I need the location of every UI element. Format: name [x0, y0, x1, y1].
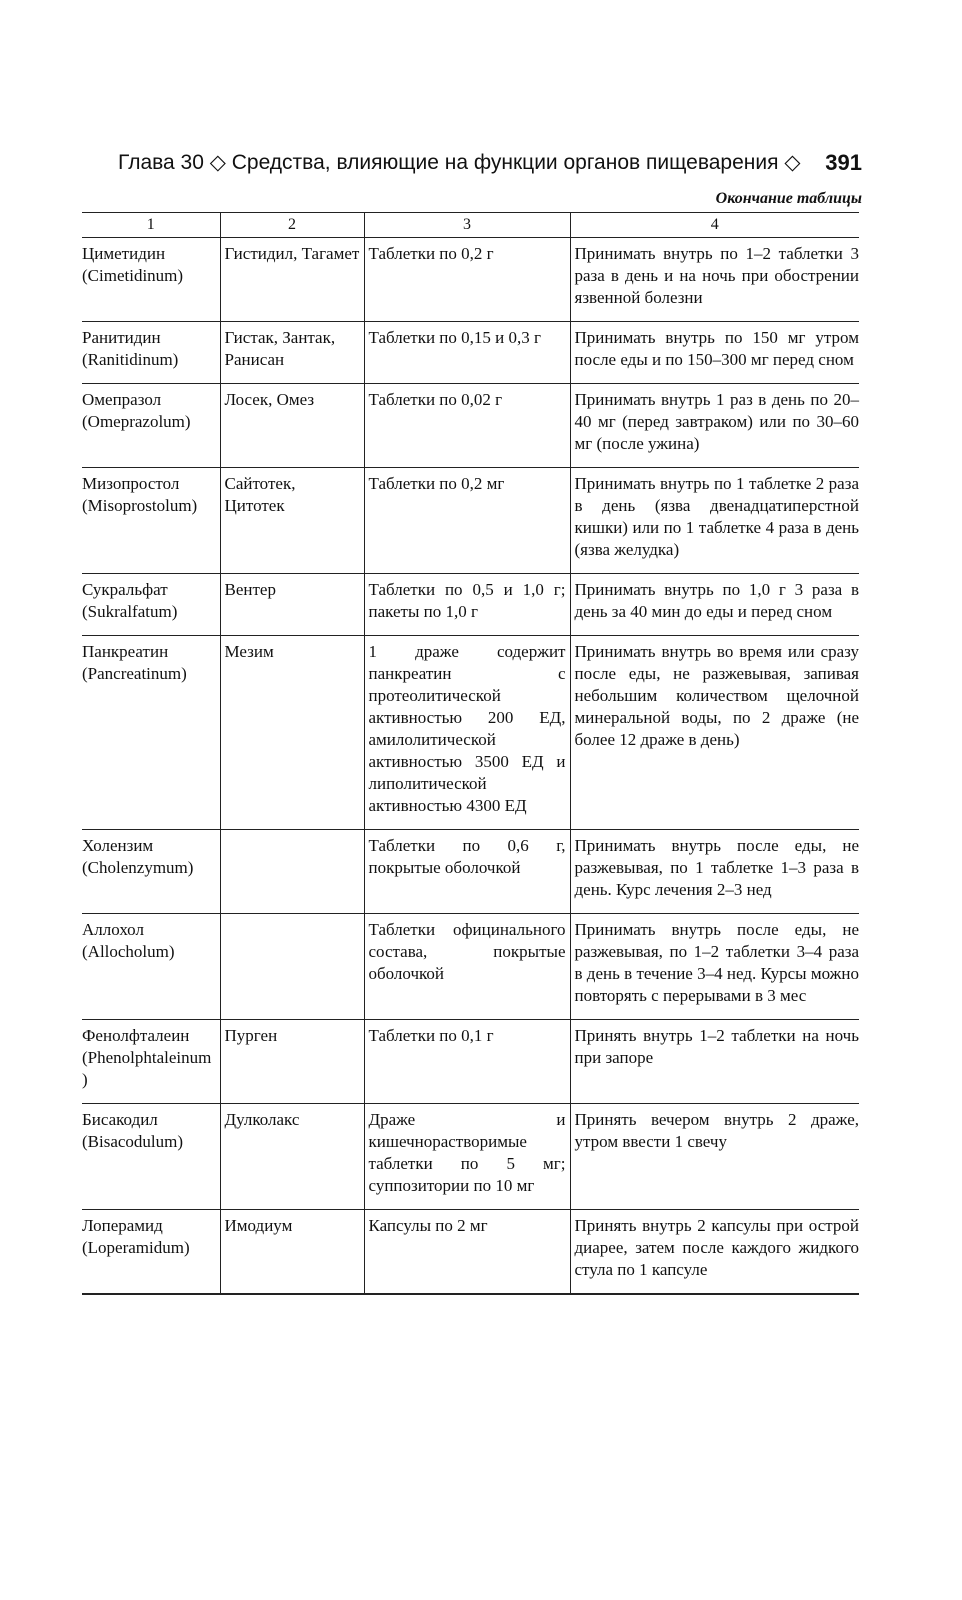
form-cell: 1 драже содержит панкреатин с протеолитической активностью 200 ЕД, амилолитической активностью 3500 ЕД и липолитической активностью 4300 ЕД [364, 636, 570, 830]
table-row [82, 468, 859, 574]
synonyms-cell: Сайтотек, Цитотек [220, 468, 364, 574]
column-header: 1 [82, 213, 220, 238]
dosage-cell: Принять внутрь 2 капсулы при острой диарее, затем после каждого жидкого стула по 1 капсуле [570, 1210, 859, 1295]
drug-name-cell: Аллохол (Allocholum) [82, 914, 220, 1020]
form-cell: Таблетки по 0,6 г, покрытые оболочкой [364, 830, 570, 914]
table-caption: Окончание таблицы [715, 190, 862, 207]
table-row [82, 914, 859, 1020]
synonyms-cell: Дулколакс [220, 1104, 364, 1210]
table-row [82, 830, 859, 914]
synonyms-cell: Имодиум [220, 1210, 364, 1295]
dosage-cell: Принимать внутрь после еды, не разжевывая, по 1 таблетке 1–3 раза в день. Курс лечения 2–3 нед [570, 830, 859, 914]
drug-table [82, 212, 859, 1295]
running-header [118, 146, 862, 180]
drug-table-container [82, 212, 859, 1295]
form-cell: Таблетки по 0,02 г [364, 384, 570, 468]
drug-name-cell: Мизопростол (Misoprostolum) [82, 468, 220, 574]
column-header: 4 [570, 213, 859, 238]
table-row [82, 238, 859, 322]
synonyms-cell: Пурген [220, 1020, 364, 1104]
table-row [82, 1104, 859, 1210]
synonyms-cell [220, 914, 364, 1020]
synonyms-cell: Мезим [220, 636, 364, 830]
dosage-cell: Принять внутрь 1–2 таблетки на ночь при запоре [570, 1020, 859, 1104]
dosage-cell: Принимать внутрь во время или сразу после еды, не разжевывая, запивая небольшим количеством щелочной минеральной воды, по 2 драже (не более 12 драже в день) [570, 636, 859, 830]
dosage-cell: Принимать внутрь после еды, не разжевывая, по 1–2 таблетки 3–4 раза в день в течение 3–4 нед. Курсы можно повторять с перерывами в 3 мес [570, 914, 859, 1020]
synonyms-cell [220, 830, 364, 914]
form-cell: Таблетки по 0,1 г [364, 1020, 570, 1104]
dosage-cell: Принимать внутрь по 150 мг утром после еды и по 150–300 мг перед сном [570, 322, 859, 384]
dosage-cell: Принимать внутрь по 1 таблетке 2 раза в день (язва двенадцатиперстной кишки) или по 1 таблетке 4 раза в день (язва желудка) [570, 468, 859, 574]
form-cell: Таблетки официнального состава, покрытые оболочкой [364, 914, 570, 1020]
page-number: 391 [825, 150, 862, 175]
dosage-cell: Принимать внутрь по 1–2 таблетки 3 раза в день и на ночь при обострении язвенной болезни [570, 238, 859, 322]
synonyms-cell: Гистидил, Тагамет [220, 238, 364, 322]
table-row [82, 1210, 859, 1295]
table-row [82, 1020, 859, 1104]
table-row [82, 322, 859, 384]
form-cell: Таблетки по 0,5 и 1,0 г; пакеты по 1,0 г [364, 574, 570, 636]
column-header: 2 [220, 213, 364, 238]
column-header: 3 [364, 213, 570, 238]
synonyms-cell: Лосек, Омез [220, 384, 364, 468]
dosage-cell: Принимать внутрь по 1,0 г 3 раза в день за 40 мин до еды и перед сном [570, 574, 859, 636]
chapter-title: Глава 30 ◇ Средства, влияющие на функции органов пищеварения ◇ [118, 151, 801, 174]
drug-name-cell: Лоперамид (Loperamidum) [82, 1210, 220, 1295]
dosage-cell: Принимать внутрь 1 раз в день по 20–40 мг (перед завтраком) или по 30–60 мг (после ужина) [570, 384, 859, 468]
drug-name-cell: Холензим (Cholenzymum) [82, 830, 220, 914]
form-cell: Таблетки по 0,2 мг [364, 468, 570, 574]
synonyms-cell: Вентер [220, 574, 364, 636]
drug-name-cell: Циметидин (Cimetidinum) [82, 238, 220, 322]
form-cell: Таблетки по 0,15 и 0,3 г [364, 322, 570, 384]
drug-name-cell: Сукральфат (Sukralfatum) [82, 574, 220, 636]
form-cell: Таблетки по 0,2 г [364, 238, 570, 322]
table-row [82, 384, 859, 468]
table-row [82, 574, 859, 636]
form-cell: Драже и кишечнорастворимые таблетки по 5 мг; суппозитории по 10 мг [364, 1104, 570, 1210]
table-header-row [82, 213, 859, 238]
table-row [82, 636, 859, 830]
form-cell: Капсулы по 2 мг [364, 1210, 570, 1295]
drug-name-cell: Омепразол (Omeprazolum) [82, 384, 220, 468]
drug-name-cell: Панкреатин (Pancreatinum) [82, 636, 220, 830]
drug-name-cell: Бисакодил (Bisacodulum) [82, 1104, 220, 1210]
dosage-cell: Принять вечером внутрь 2 драже, утром ввести 1 свечу [570, 1104, 859, 1210]
synonyms-cell: Гистак, Зантак, Ранисан [220, 322, 364, 384]
drug-name-cell: Ранитидин (Ranitidinum) [82, 322, 220, 384]
drug-name-cell: Фенолфталеин (Phenolphtaleinum) [82, 1020, 220, 1104]
